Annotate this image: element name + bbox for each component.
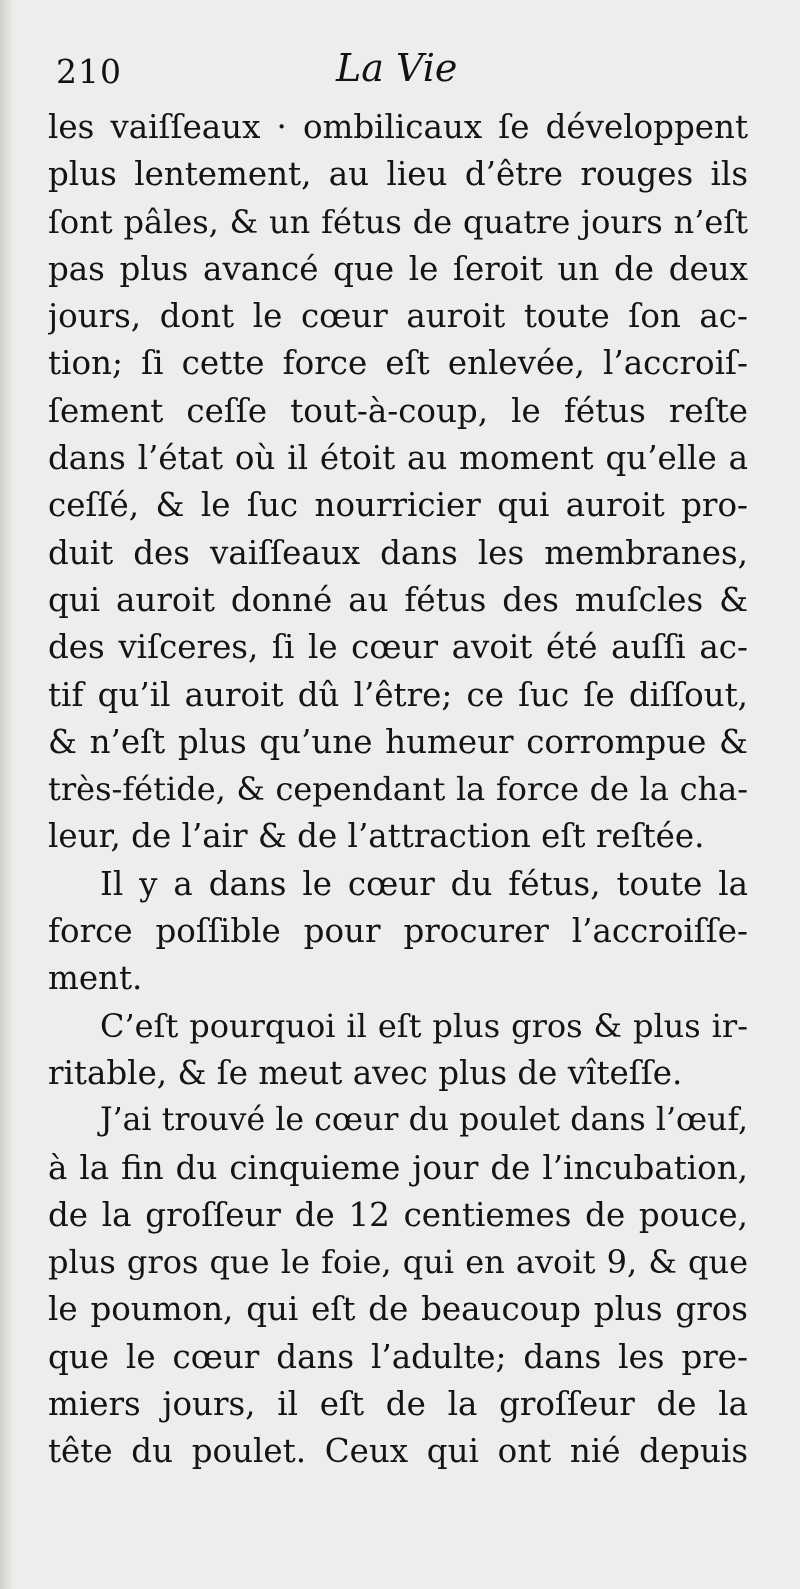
text-line: & n’eſt plus qu’une humeur corrompue & xyxy=(48,722,748,761)
text-line: Il y a dans le cœur du fétus, toute la xyxy=(100,864,748,903)
text-line: dans l’état où il étoit au moment qu’elle a xyxy=(48,439,748,478)
text-line: qui auroit donné au fétus des muſcles & xyxy=(48,580,748,619)
text-line: ceſſé, & le ſuc nourricier qui auroit pro- xyxy=(48,486,748,525)
text-line: plus lentement, au lieu d’être rouges ils xyxy=(48,155,748,194)
text-line: le poumon, qui eſt de beaucoup plus gros xyxy=(48,1290,748,1329)
text-line: J’ai trouvé le cœur du poulet dans l’œuf, xyxy=(100,1102,748,1139)
text-line: pas plus avancé que le ſeroit un de deux xyxy=(48,249,748,288)
text-line: de la groſſeur de 12 centiemes de pouce, xyxy=(48,1195,748,1234)
text-line: à la fin du cinquieme jour de l’incubation, xyxy=(48,1148,748,1187)
text-line: très-fétide, & cependant la force de la cha- xyxy=(48,770,748,809)
running-head xyxy=(56,46,746,106)
page-edge-shadow xyxy=(0,0,14,1589)
text-line: duit des vaiſſeaux dans les membranes, xyxy=(48,533,748,572)
text-line: jours, dont le cœur auroit toute ſon ac- xyxy=(48,297,748,336)
text-line: C’eſt pourquoi il eſt plus gros & plus ir- xyxy=(100,1006,748,1045)
text-line: des viſceres, ſi le cœur avoit été auſſi ac- xyxy=(48,628,748,667)
text-line: force poſſible pour procurer l’accroiſſe- xyxy=(48,912,748,951)
text-line: ment. xyxy=(48,959,143,998)
text-line: tion; ſi cette force eſt enlevée, l’accroiſ- xyxy=(48,344,748,383)
running-title: La Vie xyxy=(336,46,458,90)
text-line: tête du poulet. Ceux qui ont nié depuis xyxy=(48,1432,748,1471)
text-line: miers jours, il eſt de la groſſeur de la xyxy=(48,1385,748,1424)
text-line: plus gros que le foie, qui en avoit 9, & que xyxy=(48,1243,748,1282)
text-line: ſont pâles, & un fétus de quatre jours n’eſt xyxy=(48,202,748,241)
text-line: les vaiſſeaux · ombilicaux ſe développent xyxy=(48,108,748,146)
text-line: que le cœur dans l’adulte; dans les pre- xyxy=(48,1337,748,1376)
text-line: ritable, & ſe meut avec plus de vîteſſe. xyxy=(48,1053,683,1092)
text-line: ſement ceſſe tout-à-coup, le fétus reſte xyxy=(48,391,748,430)
page-number: 210 xyxy=(56,52,122,91)
text-line: tif qu’il auroit dû l’être; ce ſuc ſe diſſout, xyxy=(48,675,748,714)
body-text xyxy=(48,104,748,1476)
text-line: leur, de l’air & de l’attraction eſt reſtée. xyxy=(48,817,705,856)
